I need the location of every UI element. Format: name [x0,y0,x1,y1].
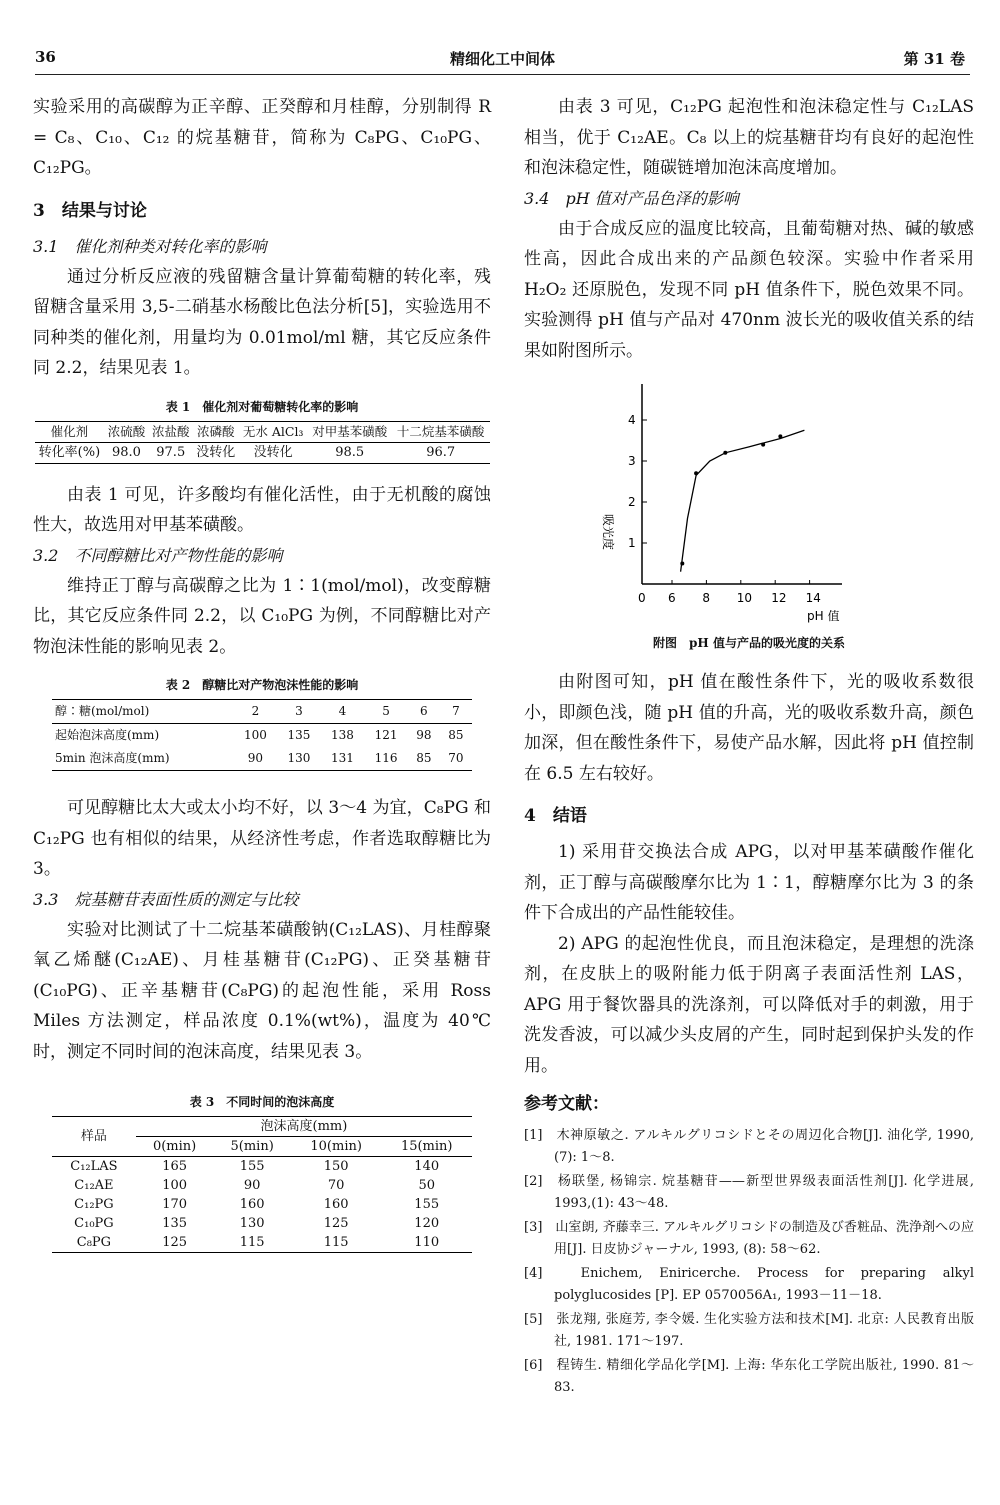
table-cell: 131 [331,751,354,765]
x-tick-label: 0 [638,591,646,605]
table-cell: 十二烷基苯磺酸 [392,421,490,442]
table-cell: 130 [239,1216,265,1231]
chart-marks [680,430,804,571]
table-3-header-row [52,1117,472,1137]
table-cell: 160 [239,1197,265,1212]
table-cell: C₁₂AE [74,1178,114,1193]
table-cell: 121 [374,728,398,742]
table-cell: 5 [364,700,408,724]
y-tick-label: 2 [628,495,636,509]
table-1-caption: 表 1 催化剂对葡萄糖转化率的影响 [165,399,359,414]
section-3-2-paragraph: 维持正丁醇与高碳醇之比为 1∶1(mol/mol)，改变醇糖比，其它反应条件同 2.2，以 C₁₀PG 为例，不同醇糖比对产物泡沫性能的影响见表 2。 [33,575,491,657]
table-cell: 浓盐酸 [149,421,193,442]
table-row [52,747,472,771]
table-cell: 100 [162,1178,188,1193]
table-cell: 150 [323,1159,349,1174]
right-column [524,92,974,1401]
reference-item: [6] 程铸生. 精细化学品化学[M]. 上海: 华东化工学院出版社, 1990. 81～83. [524,1358,974,1395]
section-3-4-heading: 3.4 pH 值对产品色泽的影响 [524,188,739,208]
figure-caption: 附图 pH 值与产品的吸光度的关系 [653,636,845,650]
table-cell: C₁₀PG [74,1216,114,1231]
table-cell: 98.5 [335,444,365,460]
table-cell: 50 [418,1178,435,1193]
table-cell: 5(min) [213,1137,291,1157]
table-cell: 催化剂 [35,421,105,442]
series-line [681,430,805,571]
data-point [694,471,698,475]
table-2-caption: 表 2 醇糖比对产物泡沫性能的影响 [165,678,359,692]
table-cell: 120 [414,1216,440,1231]
y-tick-label: 1 [628,536,636,550]
reference-item: [3] 山室朗, 齐藤幸三. アルキルグリコシドの制造及び香粧品、洗浄剤への应用[J]. 日皮协ジャーナル, 1993, (8): 58～62. [524,1220,974,1257]
table-3 [52,1116,472,1253]
table-cell: 97.5 [156,444,186,460]
table-cell: 96.7 [426,444,456,460]
reference-item: [4] Enichem, Eniricerche. Process for preparing alkyl polyglucosides [P]. EP 0570056A₁, 1993－11－18. [524,1266,974,1303]
table-cell: 115 [323,1235,349,1250]
section-3-4-paragraph: 由于合成反应的温度比较高，且葡萄糖对热、碱的敏感性高，因此合成出来的产品颜色较深。实验中作者采用 H₂O₂ 还原脱色，发现不同 pH 值条件下，脱色效果不同。实验测得 pH 值与产品对 470nm 波长光的吸收值关系的结果如附图所示。 [524,218,974,361]
table-cell: 90 [243,1178,261,1193]
table-cell: 起始泡沫高度(mm) [55,728,160,742]
table-row [52,1214,472,1233]
table-cell: 85 [448,728,464,742]
section-3-1-heading: 3.1 催化剂种类对转化率的影响 [33,236,267,256]
table-cell: 155 [414,1197,440,1212]
table-cell: C₈PG [76,1235,112,1250]
table-cell: 醇∶糖(mol/mol) [52,700,234,724]
section-4-heading: 4 结语 [524,806,587,826]
y-tick-label: 4 [628,413,636,427]
data-point [723,451,727,455]
data-point [680,562,684,566]
table-row [52,1195,472,1214]
x-tick-label: 6 [668,591,676,605]
section-3-1-paragraph: 通过分析反应液的残留糖含量计算葡萄糖的转化率，残留糖含量采用 3,5-二硝基水杨酸比色法分析[5]，实验选用不同种类的催化剂，用量均为 0.01mol/ml 糖，其它反应条件同 2.2，结果见表 1。 [33,266,491,378]
table-cell: 98.0 [112,444,141,460]
figure-ph-absorbance [524,374,974,634]
section-3-3-paragraph: 实验对比测试了十二烷基苯磺酸钠(C₁₂LAS)、月桂醇聚氧乙烯醚(C₁₂AE)、月桂基糖苷(C₁₂PG)、正癸基糖苷(C₁₀PG)、正辛基糖苷(C₈PG)的起泡性能，采用 Ross Miles 方法测定，样品浓度 0.1%(wt%)，温度为 40℃ 时，测定不同时间的泡沫高度，结果见表 3。 [33,919,491,1062]
table-cell: 泡沫高度(mm) [136,1117,472,1137]
table-cell: C₁₂PG [74,1197,114,1212]
page-header [35,44,970,75]
data-point [778,434,782,438]
table-2 [52,699,472,771]
references-list [524,1125,974,1399]
table-cell: 15(min) [381,1137,472,1157]
table-cell: 125 [323,1216,349,1231]
table-cell: 98 [416,728,432,742]
reference-item: [1] 木神原敏之. アルキルグリコシドとその周辺化合物[J]. 油化学, 1990, (7): 1～8. [524,1128,974,1165]
table-cell: 没转化 [253,444,293,460]
table-cell: 135 [287,728,311,742]
conclusion-2: 2) APG 的起泡性优良，而且泡沫稳定，是理想的洗涤剂，在皮肤上的吸附能力低于阴离子表面活性剂 LAS，APG 用于餐饮器具的洗涤剂，可以降低对手的刺激，用于洗发香波，可以减少头皮屑的产生，同时起到保护头发的作用。 [524,933,974,1076]
table-cell: 浓磷酸 [193,421,239,442]
section-3-3-conclusion: 由表 3 可见，C₁₂PG 起泡性和泡沫稳定性与 C₁₂LAS 相当，优于 C₁₂AE。C₈ 以上的烷基糖苷均有良好的起泡性和泡沫稳定性，随碳链增加泡沫高度增加。 [524,97,974,178]
table-cell: 130 [287,751,311,765]
table-row [52,724,472,748]
x-tick-label: 14 [805,591,821,605]
table-3-caption: 表 3 不同时间的泡沫高度 [189,1095,335,1109]
section-3-2-conclusion: 可见醇糖比太大或太小均不好，以 3～4 为宜，C₈PG 和 C₁₂PG 也有相似的结果，从经济性考虑，作者选取醇糖比为 3。 [33,798,491,879]
x-tick-label: 10 [736,591,753,605]
table-cell: 对甲基苯磺酸 [308,421,392,442]
table-cell: C₁₂LAS [70,1159,118,1174]
table-row [52,1157,472,1177]
table-row [35,442,490,463]
data-point [761,443,765,447]
table-cell: 155 [239,1159,265,1174]
table-cell: 85 [416,751,432,765]
table-cell: 115 [239,1235,265,1250]
volume-label: 第 31 卷 [903,50,965,68]
y-axis-label: 吸光度 [601,514,615,551]
table-cell: 浓硫酸 [104,421,148,442]
table-cell: 110 [414,1235,440,1250]
table-cell: 170 [162,1197,188,1212]
intro-paragraph: 实验采用的高碳醇为正辛醇、正癸醇和月桂醇，分别制得 R = C₈、C₁₀、C₁₂ 的烷基糖苷，简称为 C₈PG、C₁₀PG、C₁₂PG。 [33,97,491,178]
table-cell: 138 [331,728,354,742]
section-3-heading: 3 结果与讨论 [33,200,147,221]
x-axis-label: pH 值 [807,609,840,623]
table-cell: 样品 [52,1117,136,1157]
table-cell: 165 [162,1159,188,1174]
table-cell: 3 [277,700,321,724]
table-cell: 70 [448,751,464,765]
conclusion-1: 1) 采用苷交换法合成 APG，以对甲基苯磺酸作催化剂，正丁醇与高碳酸摩尔比为 1∶1，醇糖摩尔比为 3 的条件下合成出的产品性能较佳。 [524,842,974,923]
reference-item: [2] 杨联堡, 杨锦宗. 烷基糖苷——新型世界级表面活性剂[J]. 化学进展, 1993,(1): 43～48. [524,1174,974,1211]
table-cell: 0(min) [136,1137,214,1157]
journal-title: 精细化工中间体 [449,50,555,68]
table-cell: 没转化 [196,444,236,460]
table-cell: 100 [243,728,267,742]
page-number: 36 [35,48,56,66]
table-cell: 90 [247,751,264,765]
table-cell: 125 [162,1235,188,1250]
table-cell: 2 [234,700,278,724]
table-row [52,1176,472,1195]
y-tick-label: 3 [628,454,636,468]
chart-ticks [628,413,821,605]
table-cell: 116 [374,751,398,765]
table-cell: 5min 泡沫高度(mm) [55,751,170,765]
x-tick-label: 12 [771,591,787,605]
section-3-1-conclusion: 由表 1 可见，许多酸均有催化活性，由于无机酸的腐蚀性大，故选用对甲基苯磺酸。 [33,484,491,535]
reference-item: [5] 张龙翔, 张庭芳, 李令媛. 生化实验方法和技术[M]. 北京: 人民教育出版社, 1981. 171～197. [524,1312,974,1349]
table-cell: 6 [408,700,440,724]
chart-axes [601,384,842,623]
table-cell: 10(min) [291,1137,382,1157]
table-1-header-row [35,421,490,442]
section-3-2-heading: 3.2 不同醇糖比对产物性能的影响 [33,545,283,565]
section-3-3-heading: 3.3 烷基糖苷表面性质的测定与比较 [33,889,299,909]
figure-discussion: 由附图可知，pH 值在酸性条件下，光的吸收系数很小，即颜色浅，随 pH 值的升高，光的吸收系数升高，颜色加深，但在酸性条件下，易使产品水解，因此将 pH 值控制在 6.5 左右较好。 [524,672,974,784]
table-cell: 7 [440,700,472,724]
table-cell: 70 [327,1178,345,1193]
left-column [33,92,491,1253]
table-1 [35,421,490,464]
references-heading: 参考文献： [524,1094,609,1114]
table-cell: 无水 AlCl₃ [239,421,308,442]
table-cell: 140 [414,1159,440,1174]
table-cell: 4 [321,700,365,724]
table-cell: 160 [323,1197,349,1212]
ph-absorbance-chart [524,374,974,624]
table-cell: 转化率(%) [38,444,101,460]
table-cell: 135 [162,1216,188,1231]
x-tick-label: 8 [702,591,711,605]
table-2-header-row [52,700,472,724]
table-row [52,1233,472,1253]
